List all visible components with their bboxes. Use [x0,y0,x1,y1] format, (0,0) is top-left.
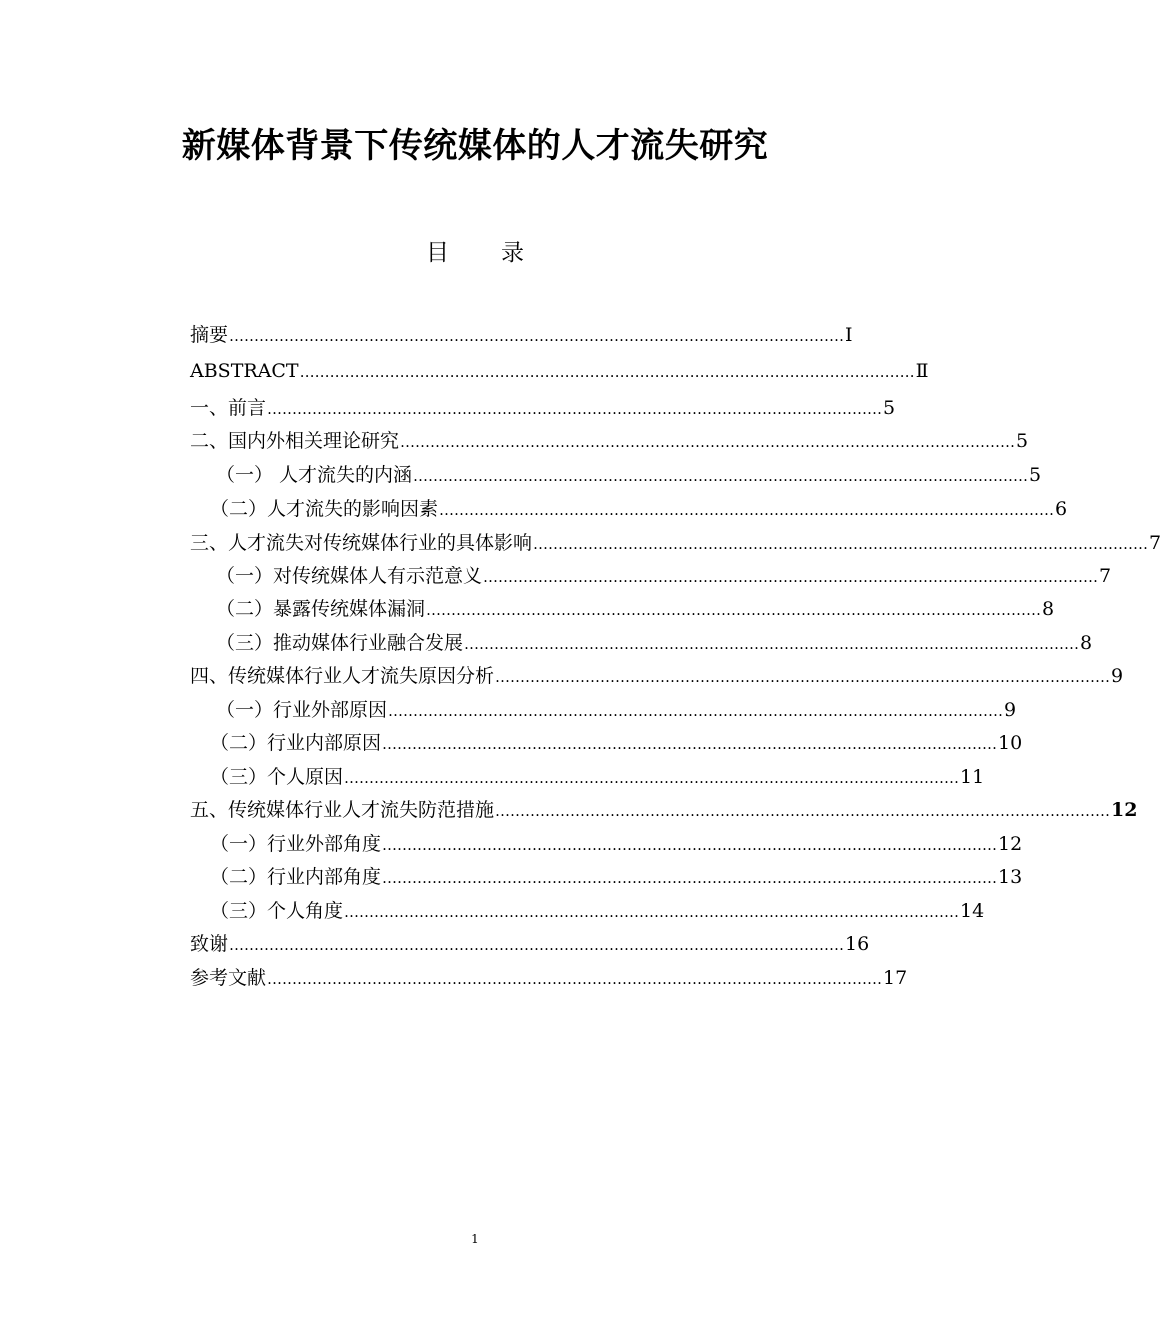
toc-leader: …………………………………………………………………………………………………………… [229,327,845,345]
toc-heading-right: 录 [501,240,524,266]
toc-entry-page: Ⅰ [845,324,853,346]
toc-entry-page: 5 [1029,464,1042,486]
toc-entry-section-5[interactable] [190,795,1138,825]
toc-entry-label: 四、传统媒体行业人才流失原因分析 [190,665,495,687]
toc-leader: …………………………………………………………………………………………………………… [495,802,1111,820]
toc-entry-label: （三）个人角度 [210,900,344,922]
toc-entry-section-5-2[interactable] [210,862,1023,892]
toc-entry-page: 14 [960,900,985,922]
toc-entry-preface[interactable] [190,393,896,423]
toc-entry-page: 12 [998,833,1023,855]
toc-entry-acknowledgements[interactable] [190,929,870,959]
toc-entry-page: 8 [1080,632,1093,654]
toc-entry-page: 7 [1149,532,1161,554]
toc-leader: …………………………………………………………………………………………………………… [382,735,998,753]
toc-entry-section-4-2[interactable] [210,728,1023,758]
toc-entry-page: 13 [998,866,1023,888]
toc-entry-section-2-1[interactable] [216,460,1042,490]
toc-leader: …………………………………………………………………………………………………………… [344,769,960,787]
toc-entry-page: 16 [845,933,870,955]
toc-leader: …………………………………………………………………………………………………………… [299,363,915,381]
toc-entry-section-2-2[interactable] [210,494,1068,524]
toc-leader: …………………………………………………………………………………………………………… [426,601,1042,619]
toc-entry-abstract-cn[interactable] [190,320,853,350]
document-title: 新媒体背景下传统媒体的人才流失研究 [181,126,769,166]
toc-entry-section-4-3[interactable] [210,762,985,792]
toc-leader: …………………………………………………………………………………………………………… [229,936,845,954]
toc-leader: …………………………………………………………………………………………………………… [533,535,1149,553]
toc-leader: …………………………………………………………………………………………………………… [382,836,998,854]
toc-entry-page: 6 [1055,498,1068,520]
toc-entry-section-2[interactable] [190,426,1029,456]
toc-heading [0,234,950,267]
toc-entry-label: （二）暴露传统媒体漏洞 [216,598,426,620]
toc-entry-section-5-3[interactable] [210,896,985,926]
toc-leader: …………………………………………………………………………………………………………… [267,400,883,418]
toc-leader: …………………………………………………………………………………………………………… [267,970,883,988]
toc-entry-page: 7 [1099,565,1112,587]
toc-entry-label: （一）对传统媒体人有示范意义 [216,565,483,587]
toc-entry-label: （二）行业内部角度 [210,866,382,888]
toc-entry-page: 11 [960,766,985,788]
toc-entry-section-3-1[interactable] [216,561,1112,591]
toc-entry-page: 10 [998,732,1023,754]
toc-entry-page: 9 [1111,665,1124,687]
toc-entry-page: 8 [1042,598,1055,620]
toc-entry-label: 摘要 [190,324,229,346]
toc-leader: …………………………………………………………………………………………………………… [495,668,1111,686]
toc-entry-label: 参考文献 [190,967,267,989]
toc-entry-abstract-en[interactable] [190,356,929,386]
toc-leader: …………………………………………………………………………………………………………… [400,433,1016,451]
toc-entry-label: （一） 人才流失的内涵 [216,464,413,486]
toc-entry-label: 五、传统媒体行业人才流失防范措施 [190,799,495,821]
toc-entry-page: 5 [1016,430,1029,452]
toc-entry-section-3-2[interactable] [216,594,1055,624]
toc-entry-section-4[interactable] [190,661,1124,691]
page-number: 1 [471,1232,479,1246]
toc-entry-label: （二）人才流失的影响因素 [210,498,439,520]
toc-entry-label: 致谢 [190,933,229,955]
toc-entry-label: （一）行业外部角度 [210,833,382,855]
toc-entry-page: 5 [883,397,896,419]
toc-entry-label: 二、国内外相关理论研究 [190,430,400,452]
toc-entry-label: （二）行业内部原因 [210,732,382,754]
toc-entry-references[interactable] [190,963,908,993]
toc-entry-page: 9 [1004,699,1017,721]
toc-leader: …………………………………………………………………………………………………………… [439,501,1055,519]
toc-entry-label: （三）个人原因 [210,766,344,788]
toc-leader: …………………………………………………………………………………………………………… [464,635,1080,653]
toc-entry-page: 12 [1111,799,1138,821]
toc-leader: …………………………………………………………………………………………………………… [344,903,960,921]
toc-heading-left: 目 [426,240,449,266]
toc-entry-section-3-3[interactable] [216,628,1093,658]
toc-entry-page: 17 [883,967,908,989]
toc-leader: …………………………………………………………………………………………………………… [382,869,998,887]
toc-entry-page: Ⅱ [915,360,929,382]
toc-leader: …………………………………………………………………………………………………………… [413,467,1029,485]
toc-entry-section-4-1[interactable] [216,695,1017,725]
toc-entry-label: 一、前言 [190,397,267,419]
toc-entry-label: （一）行业外部原因 [216,699,388,721]
toc-leader: …………………………………………………………………………………………………………… [388,702,1004,720]
toc-entry-label: 三、人才流失对传统媒体行业的具体影响 [190,532,533,554]
toc-leader: …………………………………………………………………………………………………………… [483,568,1099,586]
toc-entry-section-5-1[interactable] [210,829,1023,859]
toc-entry-label: ABSTRACT [190,360,299,382]
toc-entry-label: （三）推动媒体行业融合发展 [216,632,464,654]
toc-entry-section-3[interactable] [190,528,1161,558]
